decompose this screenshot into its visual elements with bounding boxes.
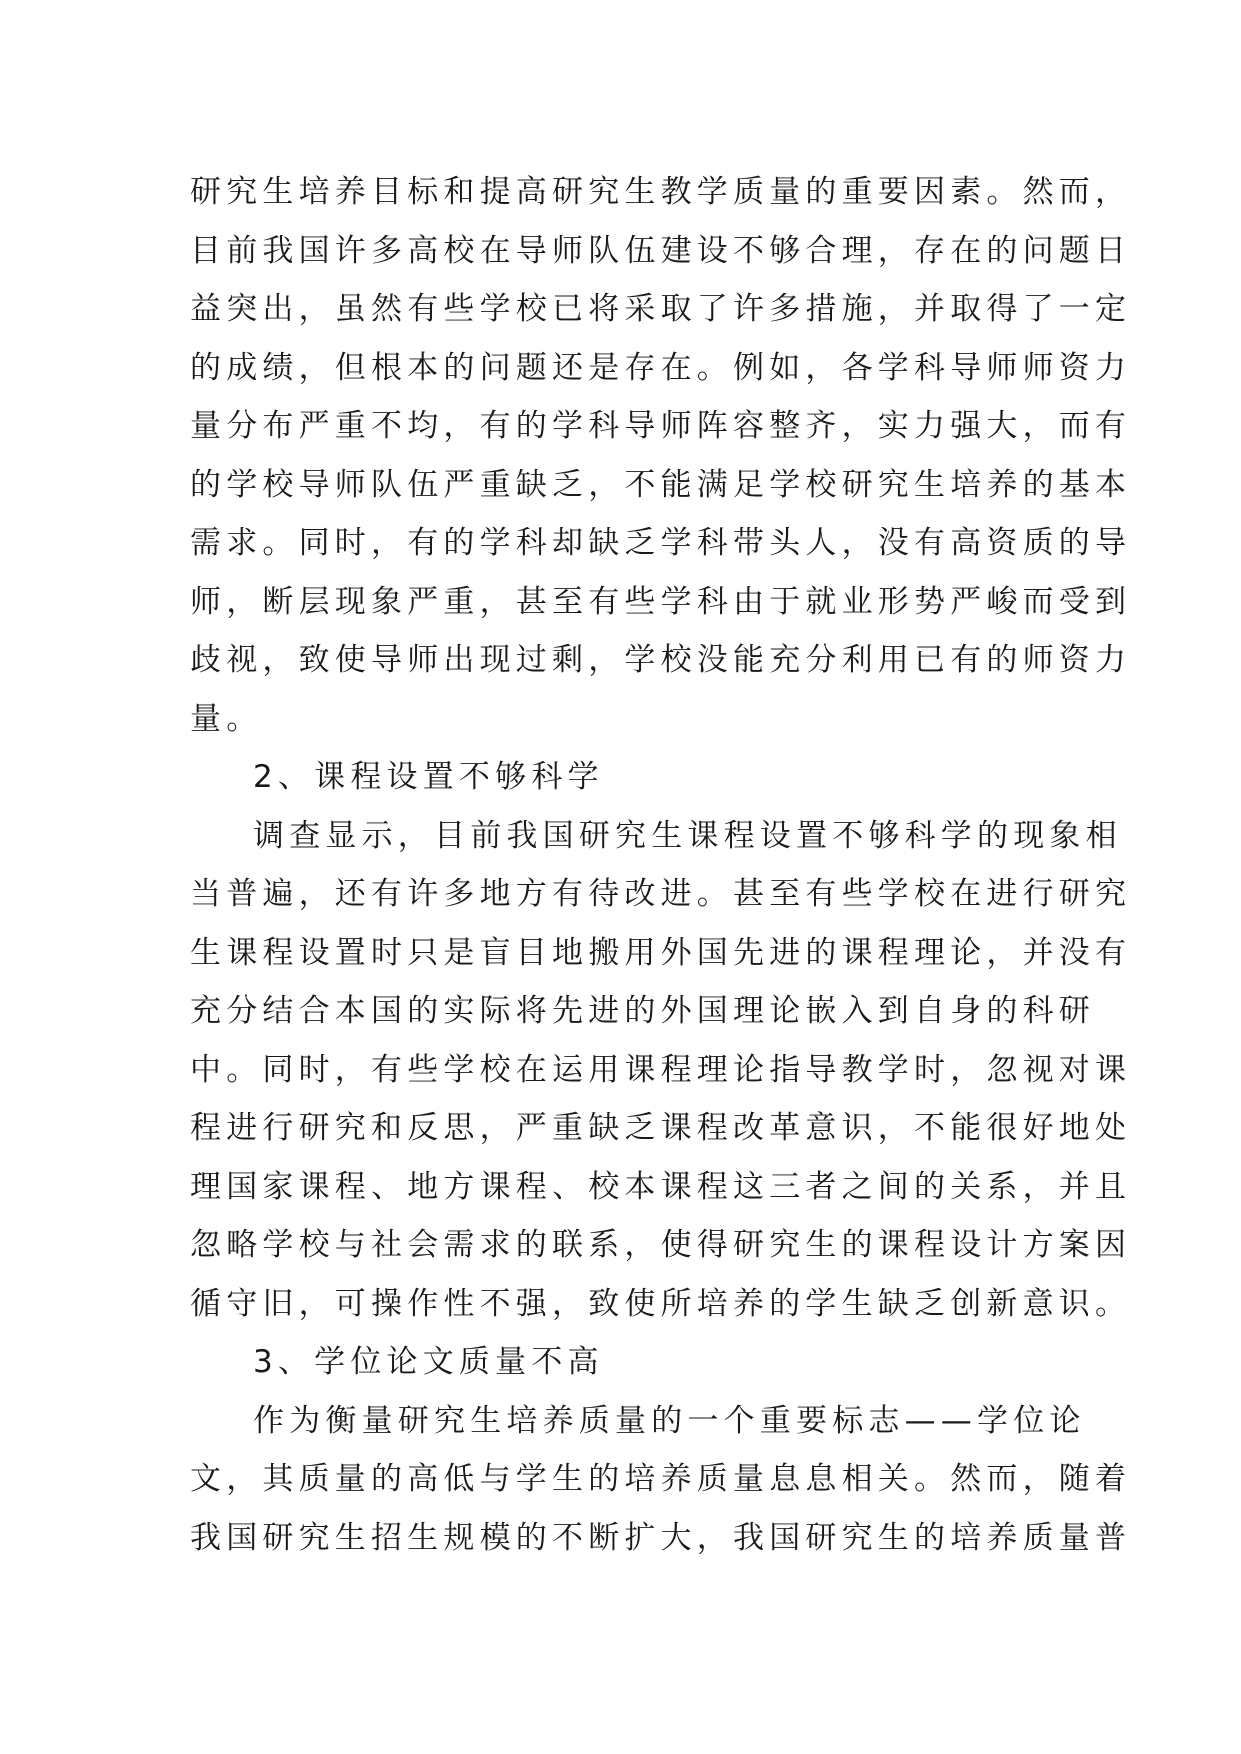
text-line: 忽略学校与社会需求的联系，使得研究生的课程设计方案因 [190, 1227, 1132, 1263]
paragraph-first-line: 调查显示，目前我国研究生课程设置不够科学的现象相 [253, 817, 1122, 854]
text-line: 量。 [190, 700, 263, 737]
text-line: 当普遍，还有许多地方有待改进。甚至有些学校在进行研究 [190, 876, 1132, 912]
section-heading: 3、学位论文质量不高 [253, 1344, 604, 1380]
text-line: 文，其质量的高低与学生的培养质量息息相关。然而，随着 [190, 1461, 1132, 1497]
text-line: 程进行研究和反思，严重缺乏课程改革意识，不能很好地处 [190, 1110, 1132, 1146]
text-line: 充分结合本国的实际将先进的外国理论嵌入到自身的科研 [190, 993, 1095, 1029]
section-heading: 2、课程设置不够科学 [253, 759, 604, 795]
document-body [190, 163, 1132, 1567]
text-line: 理国家课程、地方课程、校本课程这三者之间的关系，并且 [190, 1168, 1132, 1205]
paragraph-first-line: 作为衡量研究生培养质量的一个重要标志——学位论 [253, 1402, 1086, 1439]
text-line: 益突出，虽然有些学校已将采取了许多措施，并取得了一定 [190, 291, 1132, 327]
text-line: 歧视，致使导师出现过剩，学校没能充分利用已有的师资力 [190, 642, 1132, 678]
text-line: 目前我国许多高校在导师队伍建设不够合理，存在的问题日 [190, 232, 1132, 269]
text-line: 我国研究生招生规模的不断扩大，我国研究生的培养质量普 [190, 1519, 1132, 1556]
text-line: 的成绩，但根本的问题还是存在。例如，各学科导师师资力 [190, 349, 1132, 386]
text-line: 的学校导师队伍严重缺乏，不能满足学校研究生培养的基本 [190, 466, 1132, 503]
text-line: 生课程设置时只是盲目地搬用外国先进的课程理论，并没有 [190, 934, 1132, 971]
text-line: 中。同时，有些学校在运用课程理论指导教学时，忽视对课 [190, 1051, 1132, 1088]
text-line: 量分布严重不均，有的学科导师阵容整齐，实力强大，而有 [190, 408, 1132, 444]
text-line: 师，断层现象严重，甚至有些学科由于就业形势严峻而受到 [190, 583, 1132, 620]
text-line: 研究生培养目标和提高研究生教学质量的重要因素。然而， [190, 174, 1132, 210]
text-line: 循守旧，可操作性不强，致使所培养的学生缺乏创新意识。 [190, 1285, 1132, 1322]
text-line: 需求。同时，有的学科却缺乏学科带头人，没有高资质的导 [190, 525, 1132, 561]
